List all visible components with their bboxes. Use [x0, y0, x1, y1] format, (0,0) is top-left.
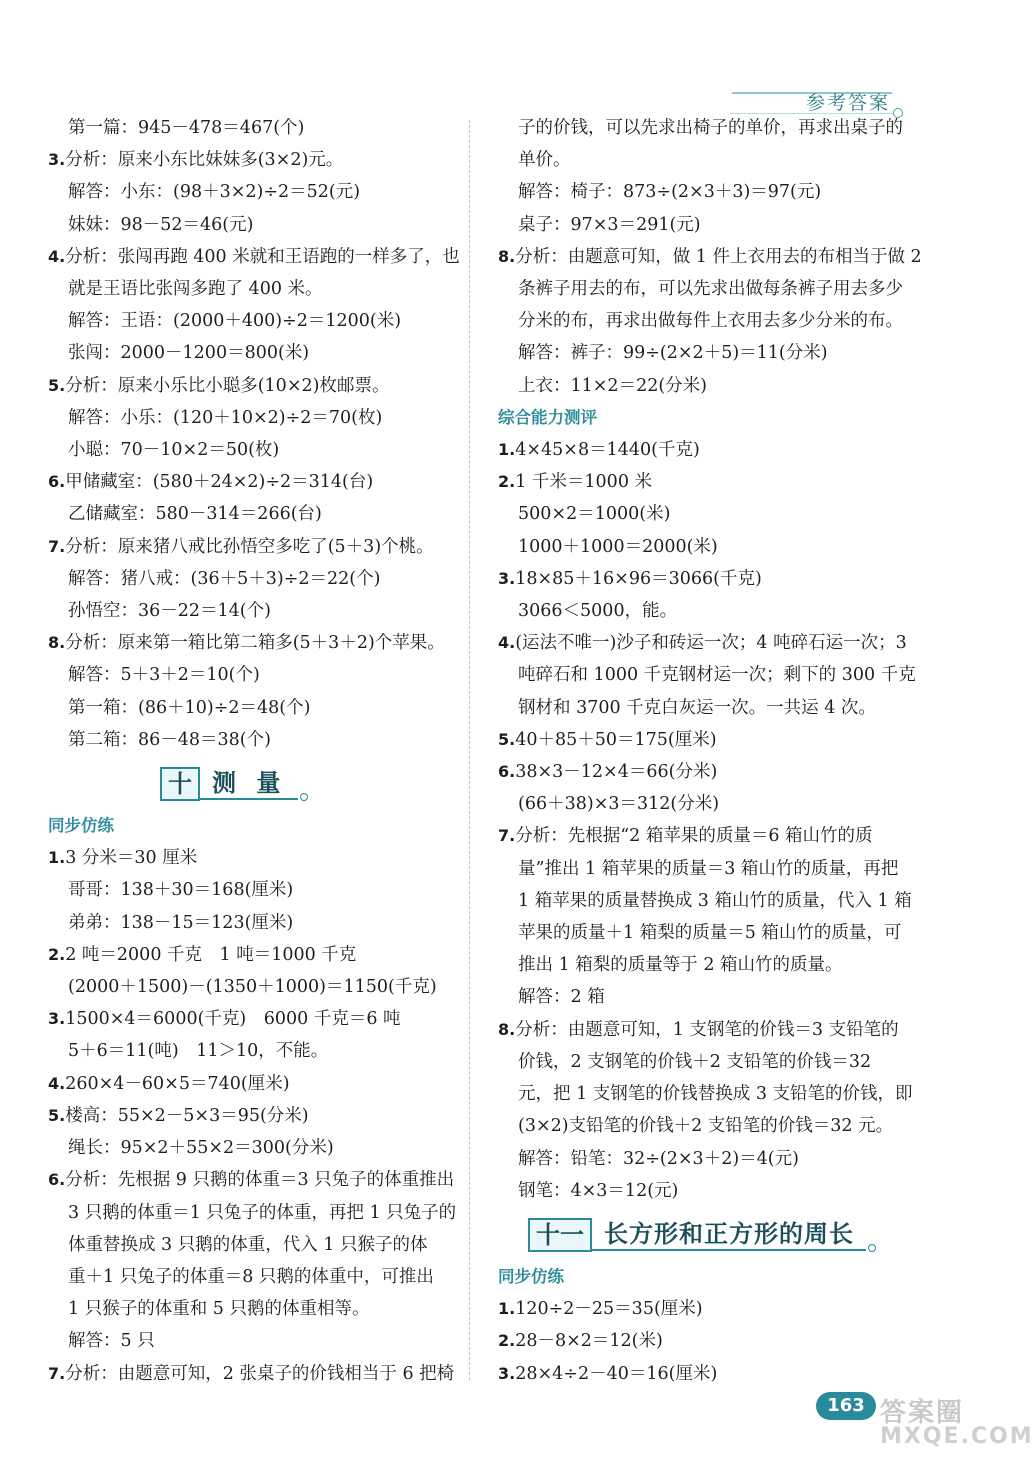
text-line: 哥哥：138＋30＝168(厘米) [68, 880, 294, 901]
item-number: 1. [498, 1299, 516, 1319]
item-number: 7. [48, 1363, 66, 1383]
text-line: 解答：铅笔：32÷(2×3＋2)＝4(元) [518, 1148, 799, 1169]
header-title: 参考答案 [805, 92, 890, 114]
text-line: 解答：裤子：99÷(2×2＋5)＝11(分米) [518, 343, 828, 364]
item-number: 7. [498, 826, 516, 846]
text-line: 单价。 [518, 150, 571, 171]
text-line: 分析：原来猪八戒比孙悟空多吃了(5＋3)个桃。 [65, 536, 434, 557]
item-number: 6. [498, 762, 516, 782]
text-line: 解答：5 只 [68, 1331, 155, 1352]
text-line: 甲储藏室：(580＋24×2)÷2＝314(台) [65, 472, 374, 493]
text-line: (2000＋1500)－(1350＋1000)＝1150(千克) [68, 977, 437, 998]
text-line: 张闯：2000－1200＝800(米) [68, 343, 310, 364]
chapter-heading [48, 764, 478, 804]
chapter-number: 十 [160, 767, 200, 801]
item-number: 6. [48, 1170, 66, 1190]
text-line: 1 千米＝1000 米 [515, 472, 653, 493]
text-line: 绳长：95×2＋55×2＝300(分米) [68, 1138, 334, 1159]
text-line: 苹果的质量＋1 箱梨的质量＝5 箱山竹的质量，可 [518, 923, 902, 944]
item-number: 3. [48, 1009, 66, 1029]
item-number: 4. [48, 246, 66, 266]
chapter-heading [498, 1215, 928, 1255]
text-line: 条裤子用去的布，可以先求出做每条裤子用去多少 [518, 279, 903, 300]
text-line: 子的价钱，可以先求出椅子的单价，再求出桌子的 [518, 118, 903, 138]
text-line: 500×2＝1000(米) [518, 504, 671, 525]
page-number: 163 [816, 1392, 876, 1420]
text-line: 妹妹：98－52＝46(元) [68, 214, 254, 235]
text-line: 分米的布，再求出做每件上衣用去多少分米的布。 [518, 311, 903, 332]
text-line: 分析：先根据“2 箱苹果的质量＝6 箱山竹的质 [515, 826, 873, 847]
text-line: (66＋38)×3＝312(分米) [518, 794, 720, 815]
item-number: 2. [498, 472, 516, 492]
text-line: 楼高：55×2－5×3＝95(分米) [65, 1105, 309, 1126]
item-number: 3. [498, 568, 516, 588]
text-line: 3 分米＝30 厘米 [65, 848, 198, 869]
text-line: 元，把 1 支钢笔的价钱替换成 3 支铅笔的价钱，即 [518, 1084, 913, 1105]
item-number: 8. [48, 633, 66, 653]
text-line: 钢笔：4×3＝12(元) [518, 1180, 679, 1201]
item-number: 1. [48, 848, 66, 868]
item-number: 5. [498, 729, 516, 749]
text-line: 第一篇：945－478＝467(个) [68, 118, 305, 138]
text-line: 分析：由题意可知，做 1 件上衣用去的布相当于做 2 [515, 246, 922, 267]
text-line: 解答：猪八戒：(36＋5＋3)÷2＝22(个) [68, 568, 381, 589]
text-line: 弟弟：138－15＝123(厘米) [68, 912, 294, 933]
text-line: 钢材和 3700 千克白灰运一次。一共运 4 次。 [518, 697, 876, 718]
text-line: 量”推出 1 箱苹果的质量＝3 箱山竹的质量，再把 [518, 858, 899, 879]
text-line: 2 吨＝2000 千克 1 吨＝1000 千克 [65, 944, 357, 965]
watermark: 答案圈 [880, 1398, 965, 1428]
text-line: 4×45×8＝1440(千克) [515, 440, 700, 461]
item-number: 5. [48, 375, 66, 395]
right-column [498, 112, 928, 1390]
text-line: 解答：2 箱 [518, 987, 605, 1008]
text-line: 第二箱：86－48＝38(个) [68, 729, 271, 750]
text-line: 1000＋1000＝2000(米) [518, 536, 718, 557]
text-line: 28×4÷2－40＝16(厘米) [515, 1363, 718, 1384]
text-line: 分析：张闯再跑 400 米就和王语跑的一样多了，也 [65, 246, 460, 267]
left-column [48, 112, 478, 1390]
text-line: 体重替换成 3 只鹅的体重，代入 1 只猴子的体 [68, 1234, 428, 1255]
text-line: 分析：由题意可知，1 支钢笔的价钱＝3 支铅笔的 [515, 1019, 899, 1040]
item-number: 8. [498, 1019, 516, 1039]
text-line: 桌子：97×3＝291(元) [518, 214, 701, 235]
item-number: 4. [498, 633, 516, 653]
chapter-number: 十一 [528, 1218, 592, 1252]
text-line: 1 箱苹果的质量替换成 3 箱山竹的质量，代入 1 箱 [518, 890, 912, 911]
item-number: 2. [48, 944, 66, 964]
text-line: 120÷2－25＝35(厘米) [515, 1299, 703, 1320]
chapter-dot [300, 793, 308, 801]
text-line: 吨碎石和 1000 千克钢材运一次；剩下的 300 千克 [518, 665, 916, 686]
text-line: 第一箱：(86＋10)÷2＝48(个) [68, 697, 311, 718]
text-line: 解答：王语：(2000＋400)÷2＝1200(米) [68, 311, 402, 332]
watermark-url: MXQE.COM [880, 1424, 1034, 1449]
text-line: 解答：5＋3＋2＝10(个) [68, 665, 260, 686]
text-line: 3 只鹅的体重＝1 只兔子的体重，再把 1 只兔子的 [68, 1202, 457, 1223]
item-number: 5. [48, 1105, 66, 1125]
text-line: 1500×4＝6000(千克) 6000 千克＝6 吨 [65, 1009, 401, 1030]
text-line: 小聪：70－10×2＝50(枚) [68, 440, 280, 461]
text-line: 分析：原来小东比妹妹多(3×2)元。 [65, 150, 344, 171]
text-line: 乙储藏室：580－314＝266(台) [68, 504, 322, 525]
text-line: 18×85＋16×96＝3066(千克) [515, 568, 762, 589]
item-number: 7. [48, 536, 66, 556]
text-line: 1 只猴子的体重和 5 只鹅的体重相等。 [68, 1299, 370, 1320]
text-line: 孙悟空：36－22＝14(个) [68, 601, 271, 622]
section-heading: 综合能力测评 [498, 407, 597, 427]
item-number: 6. [48, 472, 66, 492]
item-number: 3. [498, 1363, 516, 1383]
text-line: 就是王语比张闯多跑了 400 米。 [68, 279, 323, 300]
text-line: 价钱，2 支钢笔的价钱＋2 支铅笔的价钱＝32 [518, 1051, 872, 1072]
text-line: 分析：原来第一箱比第二箱多(5＋3＋2)个苹果。 [65, 633, 445, 654]
item-number: 3. [48, 150, 66, 170]
text-line: 3066＜5000，能。 [518, 601, 678, 622]
text-line: 5＋6＝11(吨) 11＞10，不能。 [68, 1041, 329, 1062]
section-heading: 同步仿练 [498, 1266, 564, 1286]
text-line: (3×2)支铅笔的价钱＋2 支铅笔的价钱＝32 元。 [518, 1116, 894, 1137]
text-line: 分析：先根据 9 只鹅的体重＝3 只兔子的体重推出 [65, 1170, 455, 1191]
text-line: 重＋1 只兔子的体重＝8 只鹅的体重中，可推出 [68, 1266, 434, 1287]
text-line: 38×3－12×4＝66(分米) [515, 762, 718, 783]
text-line: 分析：由题意可知，2 张桌子的价钱相当于 6 把椅 [65, 1363, 455, 1384]
item-number: 4. [48, 1073, 66, 1093]
chapter-dot [868, 1244, 876, 1252]
text-line: 上衣：11×2＝22(分米) [518, 375, 707, 396]
chapter-title: 测 量 [200, 768, 298, 800]
text-line: (运法不唯一)沙子和砖运一次；4 吨碎石运一次；3 [515, 633, 907, 654]
text-line: 解答：小乐：(120＋10×2)÷2＝70(枚) [68, 407, 383, 428]
text-line: 28－8×2＝12(米) [515, 1331, 663, 1352]
item-number: 8. [498, 246, 516, 266]
text-line: 40＋85＋50＝175(厘米) [515, 729, 717, 750]
text-line: 解答：椅子：873÷(2×3＋3)＝97(元) [518, 182, 822, 203]
text-line: 推出 1 箱梨的质量等于 2 箱山竹的质量。 [518, 955, 843, 976]
text-line: 解答：小东：(98＋3×2)÷2＝52(元) [68, 182, 361, 203]
chapter-title: 长方形和正方形的周长 [592, 1219, 866, 1251]
item-number: 2. [498, 1331, 516, 1351]
text-line: 260×4－60×5＝740(厘米) [65, 1073, 290, 1094]
item-number: 1. [498, 440, 516, 460]
section-heading: 同步仿练 [48, 816, 114, 836]
text-line: 分析：原来小乐比小聪多(10×2)枚邮票。 [65, 375, 390, 396]
